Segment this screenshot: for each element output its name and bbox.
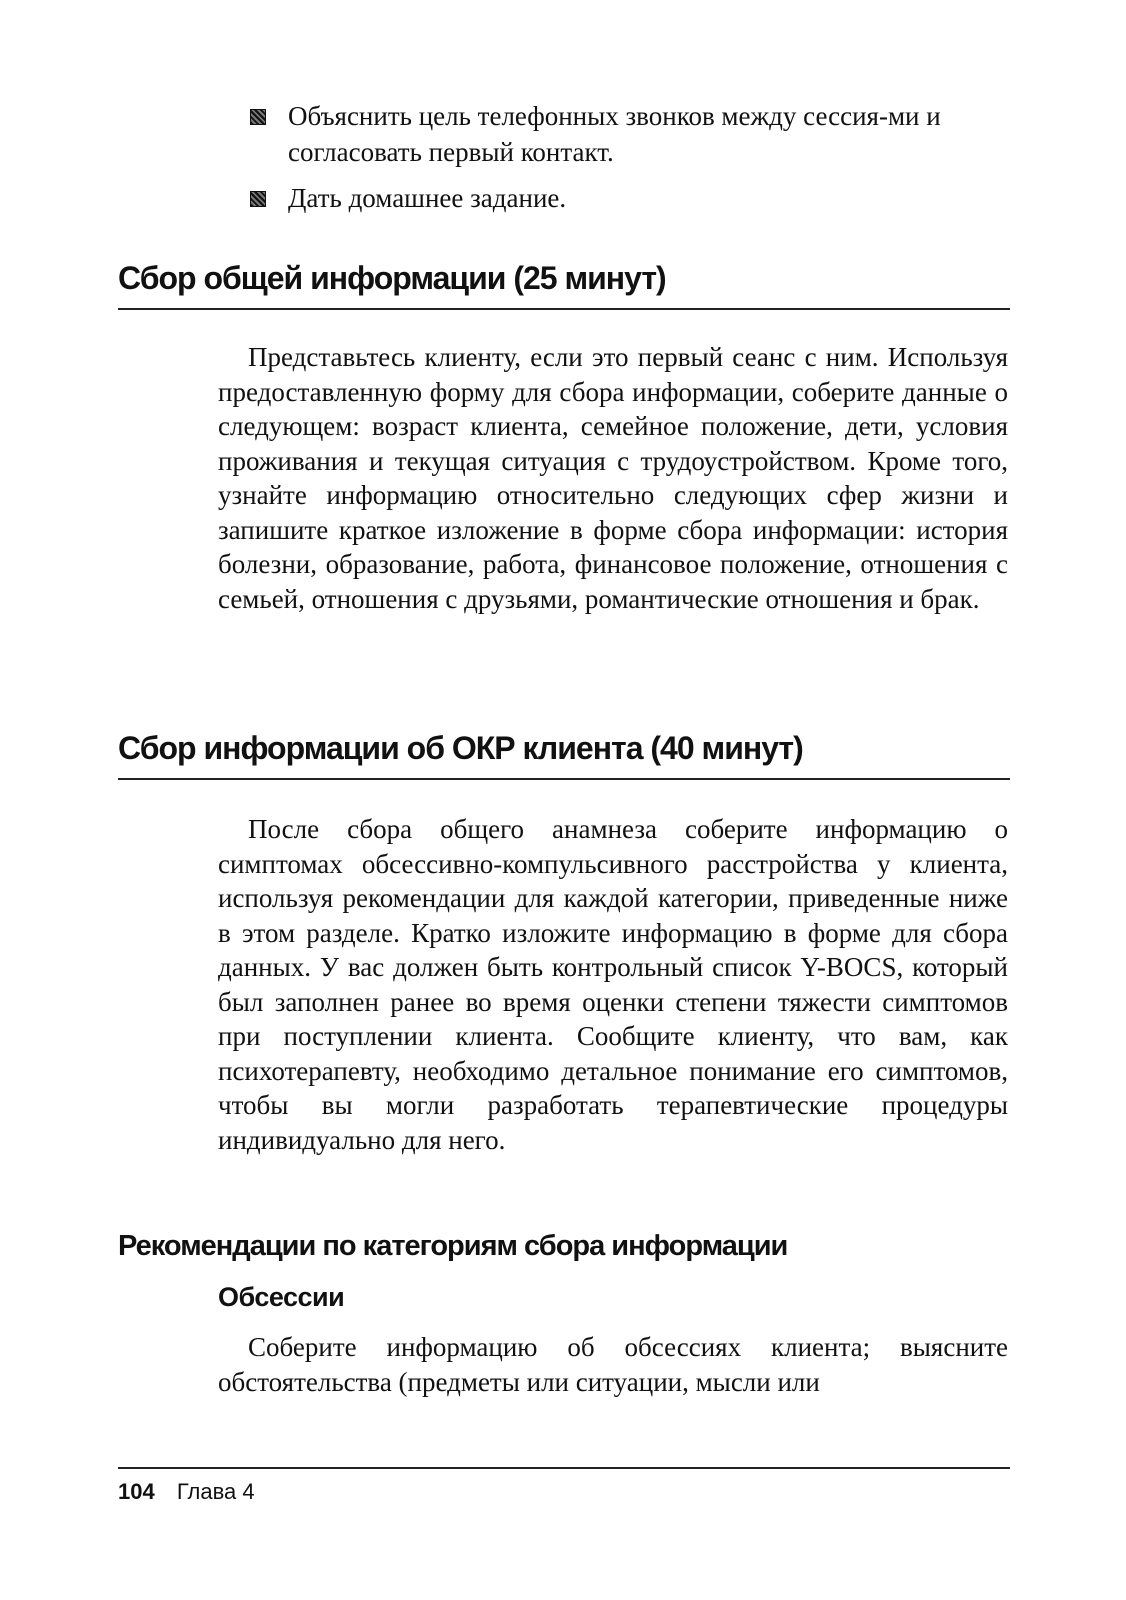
bullet-list — [248, 98, 1008, 226]
paragraph-obsessions: Соберите информацию об обсессиях клиента; выясните обстоятельства (предметы или ситуации, мысли или — [218, 1332, 1008, 1397]
square-bullet-icon — [250, 191, 266, 207]
list-item — [248, 180, 1008, 216]
chapter-label: Глава 4 — [176, 1479, 255, 1504]
section-heading-general: Сбор общей информации (25 минут) — [118, 258, 1010, 310]
page-number: 104 — [118, 1479, 155, 1504]
page-footer — [118, 1478, 255, 1506]
square-bullet-icon — [250, 109, 266, 125]
list-item — [248, 98, 1008, 170]
paragraph-ocd: После сбора общего анамнеза соберите информацию о симптомах обсессивно-компульсивного расстройства у клиента, используя рекомендации для каждой категории, приведенные ниже в этом разделе. Кратко изложите информацию в форме для сбора данных. У вас должен быть контрольный список Y-BOCS, который был заполнен ранее во время оценки степени тяжести симптомов при поступлении клиента. Сообщите клиенту, что вам, как психотерапевту, необходимо детальное понимание его симптомов, чтобы вы могли разработать терапевтические процедуры индивидуально для него. — [218, 814, 1008, 1155]
footer-divider — [118, 1467, 1010, 1469]
section-heading-ocd: Сбор информации об ОКР клиента (40 минут) — [118, 728, 1010, 780]
bullet-text: Дать домашнее задание. — [288, 183, 567, 213]
bullet-text: Объяснить цель телефонных звонков между сессия-ми и согласовать первый контакт. — [288, 101, 941, 167]
paragraph-general: Представьтесь клиенту, если это первый сеанс с ним. Используя предоставленную форму для сбора информации, соберите данные о следующем: возраст клиента, семейное положение, дети, условия проживания и текущая ситуация с трудоустройством. Кроме того, узнайте информацию относительно следующих сфер жизни и запишите краткое изложение в форме сбора информации: история болезни, образование, работа, финансовое положение, отношения с семьей, отношения с друзьями, романтические отношения и брак. — [218, 342, 1008, 614]
subsubsection-heading-obsessions: Обсессии — [218, 1282, 345, 1312]
subsection-heading-recommendations: Рекомендации по категориям сбора информации — [118, 1230, 788, 1262]
